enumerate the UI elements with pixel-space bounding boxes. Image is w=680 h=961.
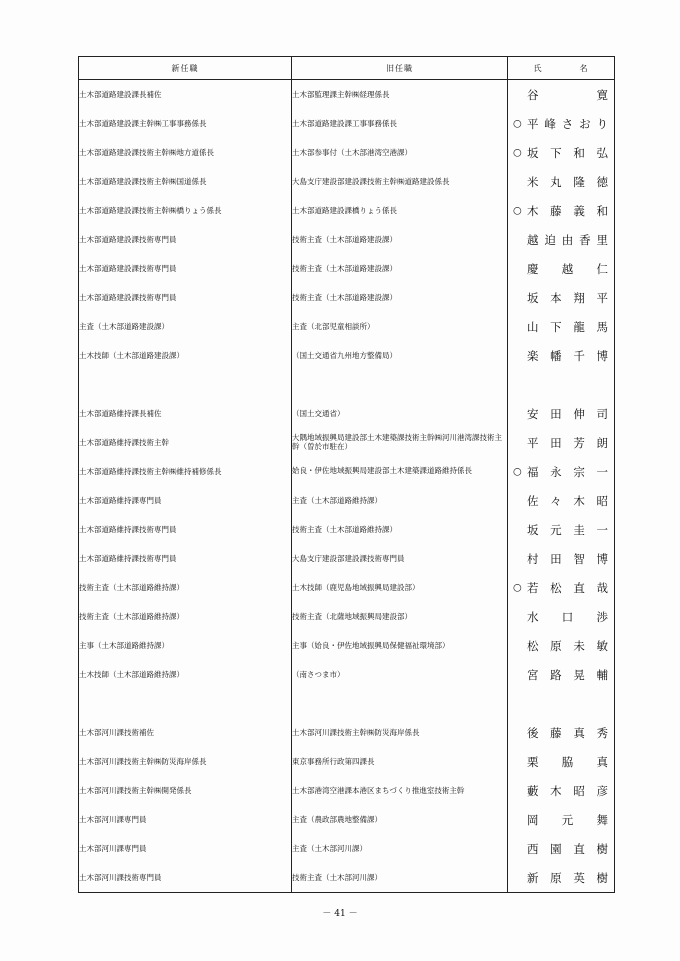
name-char: 和 xyxy=(573,145,585,160)
name-char: 下 xyxy=(550,145,562,160)
name-char: 谷 xyxy=(527,87,539,102)
name-char: 朗 xyxy=(596,435,608,450)
new-post-cell: 土木部河川課技術主幹㈱防災海岸係長 xyxy=(79,747,292,776)
new-post-cell: 土木技師（土木部道路建設課） xyxy=(79,341,292,370)
name-char: 西 xyxy=(527,841,539,856)
new-post-cell: 主査（土木部道路建設課） xyxy=(79,312,292,341)
table-row xyxy=(79,254,615,283)
name-char: 仁 xyxy=(596,261,608,276)
new-post-cell: 土木部道路建設課技術主幹㈱地方道係長 xyxy=(79,138,292,167)
name-cell xyxy=(508,457,615,486)
new-post-cell: 土木部道路建設課技術主幹㈱橋りょう係長 xyxy=(79,196,292,225)
old-post-cell: 技術主査（土木部道路建設課） xyxy=(292,225,508,254)
name-char: 馬 xyxy=(596,319,608,334)
old-post-cell: 技術主査（北薩地域振興局建設部） xyxy=(292,602,508,631)
person-name xyxy=(527,725,608,741)
new-post-cell: 土木技師（土木部道路維持課） xyxy=(79,660,292,689)
old-post-cell: 東京事務所行政第四課長 xyxy=(292,747,508,776)
name-char: 真 xyxy=(596,754,608,769)
name-char: 香 xyxy=(579,232,591,247)
table-row xyxy=(79,312,615,341)
name-char: 平 xyxy=(527,435,539,450)
name-char: 原 xyxy=(550,870,562,885)
name-char: 路 xyxy=(550,667,562,682)
table-spacer-row xyxy=(79,689,615,718)
table-row xyxy=(79,660,615,689)
name-char: 藤 xyxy=(550,725,562,740)
name-char: 直 xyxy=(573,841,585,856)
header-name-2: 名 xyxy=(579,63,589,73)
new-post-cell: 主事（土木部道路維持課） xyxy=(79,631,292,660)
person-name xyxy=(527,609,608,625)
name-char: 福 xyxy=(527,464,539,479)
name-char: 博 xyxy=(596,348,608,363)
name-cell xyxy=(508,515,615,544)
name-char: 芳 xyxy=(573,435,585,450)
new-post-cell: 土木部河川課技術専門員 xyxy=(79,863,292,893)
name-char: 峰 xyxy=(544,116,556,131)
old-post-cell: 主査（農政部農地整備課） xyxy=(292,805,508,834)
name-char: 慶 xyxy=(527,261,539,276)
person-name xyxy=(527,203,608,219)
table-row xyxy=(79,776,615,805)
newcomer-mark: ○ xyxy=(513,118,522,129)
name-char: 千 xyxy=(573,348,585,363)
person-name xyxy=(527,145,608,161)
old-post-cell: 大隅地域振興局建設部土木建築課技術主幹㈱河川港湾課技術主幹（曽於市駐在） xyxy=(292,428,508,457)
person-name xyxy=(527,754,608,770)
name-char: 原 xyxy=(550,638,562,653)
name-char: 松 xyxy=(550,580,562,595)
new-post-cell: 土木部河川課技術主幹㈱開発係長 xyxy=(79,776,292,805)
name-char: 永 xyxy=(550,464,562,479)
name-cell xyxy=(508,486,615,515)
name-char: 圭 xyxy=(573,522,585,537)
person-name xyxy=(527,435,608,451)
table-row xyxy=(79,573,615,602)
name-char: 木 xyxy=(573,493,585,508)
person-name xyxy=(527,232,608,248)
name-char: 宗 xyxy=(573,464,585,479)
table-row xyxy=(79,341,615,370)
new-post-cell: 技術主査（土木部道路維持課） xyxy=(79,602,292,631)
person-name xyxy=(527,406,608,422)
old-post-cell: 技術主査（土木部道路維持課） xyxy=(292,515,508,544)
table-row xyxy=(79,225,615,254)
name-char: お xyxy=(579,116,591,131)
name-char: 米 xyxy=(527,174,539,189)
old-post-cell: 主査（北部児童相談所） xyxy=(292,312,508,341)
table-body xyxy=(79,80,615,893)
table-row xyxy=(79,863,615,893)
name-char: 下 xyxy=(550,319,562,334)
name-char: 坂 xyxy=(527,290,539,305)
new-post-cell: 土木部道路建設課技術専門員 xyxy=(79,283,292,312)
person-name xyxy=(527,290,608,306)
name-char: 村 xyxy=(527,551,539,566)
name-cell xyxy=(508,312,615,341)
name-char: 博 xyxy=(596,551,608,566)
name-char: 幡 xyxy=(550,348,562,363)
old-post-cell: 土木部港湾空港課本港区まちづくり推進室技術主幹 xyxy=(292,776,508,805)
table-row xyxy=(79,747,615,776)
name-char: 輔 xyxy=(596,667,608,682)
name-char: 口 xyxy=(561,609,574,624)
name-char: 舞 xyxy=(596,812,608,827)
header-new-post: 新任職 xyxy=(79,57,292,80)
newcomer-mark: ○ xyxy=(513,205,522,216)
person-name xyxy=(527,522,608,538)
table-row xyxy=(79,544,615,573)
person-name xyxy=(527,812,608,828)
old-post-cell: （南さつま市） xyxy=(292,660,508,689)
name-cell xyxy=(508,863,615,893)
old-post-cell: 技術主査（土木部道路建設課） xyxy=(292,254,508,283)
name-char: 隆 xyxy=(573,174,585,189)
old-post-cell: 土木部道路建設課橋りょう係長 xyxy=(292,196,508,225)
name-char: 智 xyxy=(573,551,585,566)
name-char: 龍 xyxy=(573,319,585,334)
name-char: 藤 xyxy=(550,203,562,218)
person-name xyxy=(527,464,608,480)
name-cell xyxy=(508,834,615,863)
newcomer-mark: ○ xyxy=(513,582,522,593)
name-char: 若 xyxy=(527,580,539,595)
new-post-cell: 土木部河川課専門員 xyxy=(79,805,292,834)
name-char: 元 xyxy=(561,812,574,827)
old-post-cell: 土木部道路建設課工事事務係長 xyxy=(292,109,508,138)
new-post-cell: 土木部道路維持課技術専門員 xyxy=(79,544,292,573)
old-post-cell: 技術主査（土木部道路建設課） xyxy=(292,283,508,312)
new-post-cell: 土木部河川課技術補佐 xyxy=(79,718,292,747)
name-char: 樹 xyxy=(596,870,608,885)
old-post-cell: 姶良・伊佐地域振興局建設部土木建築課道路維持係長 xyxy=(292,457,508,486)
old-post-cell: 主事（姶良・伊佐地域振興局保健福祉環境部） xyxy=(292,631,508,660)
name-cell xyxy=(508,196,615,225)
new-post-cell: 土木部道路建設課長補佐 xyxy=(79,80,292,110)
name-char: 坂 xyxy=(527,145,539,160)
old-post-cell: 大島支庁建設部建設課技術専門員 xyxy=(292,544,508,573)
name-char: 越 xyxy=(561,261,574,276)
old-post-cell: 技術主査（土木部河川課） xyxy=(292,863,508,893)
name-char: 司 xyxy=(596,406,608,421)
old-post-cell: （国土交通省） xyxy=(292,399,508,428)
name-char: 々 xyxy=(550,493,562,508)
old-post-cell: 主査（土木部道路維持課） xyxy=(292,486,508,515)
name-char: 岡 xyxy=(527,812,539,827)
table-row xyxy=(79,486,615,515)
table-row xyxy=(79,602,615,631)
spacer-cell xyxy=(292,689,508,718)
name-char: 安 xyxy=(527,406,539,421)
table-row xyxy=(79,631,615,660)
name-char: 伸 xyxy=(573,406,585,421)
name-char: 木 xyxy=(527,203,539,218)
name-char: 松 xyxy=(527,638,539,653)
person-name xyxy=(527,870,608,886)
table-row xyxy=(79,138,615,167)
old-post-cell: 土木部参事付（土木部港湾空港課） xyxy=(292,138,508,167)
new-post-cell: 土木部道路維持課専門員 xyxy=(79,486,292,515)
name-char: 新 xyxy=(527,870,539,885)
name-char: 昭 xyxy=(573,783,585,798)
newcomer-mark: ○ xyxy=(513,147,522,158)
table-header-row xyxy=(79,57,615,80)
table-row xyxy=(79,196,615,225)
spacer-cell xyxy=(508,689,615,718)
header-name-1: 氏 xyxy=(533,63,543,73)
name-cell xyxy=(508,776,615,805)
name-char: さ xyxy=(561,116,574,131)
name-char: 翔 xyxy=(573,290,585,305)
spacer-cell xyxy=(292,370,508,399)
new-post-cell: 土木部道路維持課技術専門員 xyxy=(79,515,292,544)
new-post-cell: 土木部道路建設課技術主幹㈱国道係長 xyxy=(79,167,292,196)
name-char: 英 xyxy=(573,870,585,885)
name-char: 真 xyxy=(573,725,585,740)
name-cell xyxy=(508,573,615,602)
name-cell xyxy=(508,109,615,138)
spacer-cell xyxy=(79,370,292,399)
name-cell xyxy=(508,283,615,312)
name-char: 後 xyxy=(527,725,539,740)
name-cell xyxy=(508,602,615,631)
table-row xyxy=(79,428,615,457)
name-char: 脇 xyxy=(561,754,574,769)
new-post-cell: 土木部道路建設課技術専門員 xyxy=(79,254,292,283)
person-name xyxy=(527,667,608,683)
name-char: 由 xyxy=(561,232,574,247)
name-char: 藪 xyxy=(527,783,539,798)
name-char: 一 xyxy=(596,522,608,537)
name-char: 丸 xyxy=(550,174,562,189)
new-post-cell: 土木部河川課専門員 xyxy=(79,834,292,863)
person-name xyxy=(527,261,608,277)
table-row xyxy=(79,834,615,863)
name-char: 平 xyxy=(596,290,608,305)
table-row xyxy=(79,805,615,834)
name-cell xyxy=(508,428,615,457)
name-char: 直 xyxy=(573,580,585,595)
new-post-cell: 土木部道路維持課技術主幹㈱維持補修係長 xyxy=(79,457,292,486)
person-name xyxy=(527,841,608,857)
table-row xyxy=(79,457,615,486)
person-name xyxy=(527,580,608,596)
name-char: 義 xyxy=(573,203,585,218)
name-char: 和 xyxy=(596,203,608,218)
name-cell xyxy=(508,718,615,747)
name-char: 里 xyxy=(596,232,608,247)
new-post-cell: 土木部道路建設課技術専門員 xyxy=(79,225,292,254)
table-row xyxy=(79,718,615,747)
old-post-cell: 土木部監理課主幹㈱経理係長 xyxy=(292,80,508,110)
person-name xyxy=(527,87,608,103)
header-name xyxy=(508,57,615,80)
name-char: 木 xyxy=(550,783,562,798)
name-char: 晃 xyxy=(573,667,585,682)
new-post-cell: 土木部道路維持課長補佐 xyxy=(79,399,292,428)
header-old-post: 旧任職 xyxy=(292,57,508,80)
name-char: 秀 xyxy=(596,725,608,740)
table-row xyxy=(79,80,615,110)
name-char: 敏 xyxy=(596,638,608,653)
table-row xyxy=(79,167,615,196)
table-row xyxy=(79,283,615,312)
name-char: 山 xyxy=(527,319,539,334)
person-name xyxy=(527,319,608,335)
name-char: 哉 xyxy=(596,580,608,595)
person-name xyxy=(527,174,608,190)
name-char: 寛 xyxy=(596,87,608,102)
person-name xyxy=(527,783,608,799)
person-name xyxy=(527,348,608,364)
old-post-cell: 主査（土木部河川課） xyxy=(292,834,508,863)
name-char: 楽 xyxy=(527,348,539,363)
person-name xyxy=(527,116,608,132)
name-char: 宮 xyxy=(527,667,539,682)
person-name xyxy=(527,638,608,654)
name-cell xyxy=(508,805,615,834)
name-cell xyxy=(508,747,615,776)
name-char: 徳 xyxy=(596,174,608,189)
name-char: 園 xyxy=(550,841,562,856)
old-post-cell: 大島支庁建設部建設課技術主幹㈱道路建設係長 xyxy=(292,167,508,196)
name-char: 渉 xyxy=(596,609,608,624)
name-cell xyxy=(508,660,615,689)
name-char: 彦 xyxy=(596,783,608,798)
name-char: 栗 xyxy=(527,754,539,769)
name-char: 本 xyxy=(550,290,562,305)
name-char: 未 xyxy=(573,638,585,653)
name-char: 弘 xyxy=(596,145,608,160)
name-cell xyxy=(508,399,615,428)
old-post-cell: 土木技師（鹿児島地域振興局建設部） xyxy=(292,573,508,602)
name-cell xyxy=(508,631,615,660)
person-name xyxy=(527,493,608,509)
name-char: 樹 xyxy=(596,841,608,856)
name-cell xyxy=(508,80,615,110)
personnel-table xyxy=(78,56,615,893)
table-spacer-row xyxy=(79,370,615,399)
name-cell xyxy=(508,341,615,370)
new-post-cell: 技術主査（土木部道路維持課） xyxy=(79,573,292,602)
newcomer-mark: ○ xyxy=(513,466,522,477)
new-post-cell: 土木部道路建設課主幹㈱工事事務係長 xyxy=(79,109,292,138)
new-post-cell: 土木部道路維持課技術主幹 xyxy=(79,428,292,457)
table-row xyxy=(79,399,615,428)
name-char: 一 xyxy=(596,464,608,479)
old-post-cell: （国土交通省九州地方整備局） xyxy=(292,341,508,370)
name-cell xyxy=(508,225,615,254)
name-char: 元 xyxy=(550,522,562,537)
table-row xyxy=(79,109,615,138)
table-row xyxy=(79,515,615,544)
name-char: 田 xyxy=(550,435,562,450)
name-cell xyxy=(508,544,615,573)
name-char: 田 xyxy=(550,406,562,421)
name-cell xyxy=(508,167,615,196)
old-post-cell: 土木部河川課技術主幹㈱防災海岸係長 xyxy=(292,718,508,747)
name-char: 迫 xyxy=(544,232,556,247)
name-char: 佐 xyxy=(527,493,539,508)
name-char: 水 xyxy=(527,609,539,624)
name-char: 越 xyxy=(527,232,539,247)
name-char: 坂 xyxy=(527,522,539,537)
name-char: 昭 xyxy=(596,493,608,508)
name-char: 田 xyxy=(550,551,562,566)
spacer-cell xyxy=(79,689,292,718)
person-name xyxy=(527,551,608,567)
name-cell xyxy=(508,254,615,283)
name-cell xyxy=(508,138,615,167)
name-char: り xyxy=(596,116,608,131)
page-number: － 41 － xyxy=(322,909,358,919)
spacer-cell xyxy=(508,370,615,399)
name-char: 平 xyxy=(527,116,539,131)
